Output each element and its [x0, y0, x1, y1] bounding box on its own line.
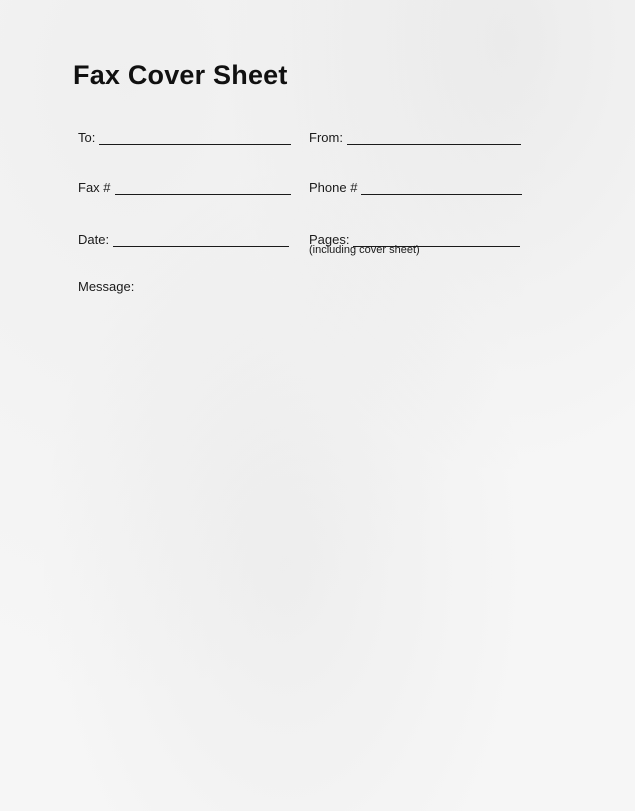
message-area[interactable]	[78, 300, 558, 770]
date-label: Date:	[78, 232, 110, 247]
to-field[interactable]	[78, 126, 291, 146]
fax-number-label: Fax #	[78, 180, 111, 195]
fax-number-field[interactable]	[78, 176, 291, 196]
pages-note: (including cover sheet)	[309, 244, 420, 256]
date-blank-line[interactable]	[113, 234, 289, 247]
pages-label: Pages:	[309, 232, 350, 247]
message-label: Message:	[78, 279, 135, 294]
to-label: To:	[78, 130, 96, 145]
fax-number-blank-line[interactable]	[115, 182, 291, 195]
from-label: From:	[309, 130, 343, 145]
from-blank-line[interactable]	[347, 132, 521, 145]
to-blank-line[interactable]	[99, 132, 291, 145]
from-field[interactable]	[309, 126, 521, 146]
phone-number-field[interactable]	[309, 176, 522, 196]
phone-number-label: Phone #	[309, 180, 358, 195]
date-field[interactable]	[78, 228, 289, 248]
document-title: Fax Cover Sheet	[73, 60, 288, 90]
phone-number-blank-line[interactable]	[361, 182, 522, 195]
